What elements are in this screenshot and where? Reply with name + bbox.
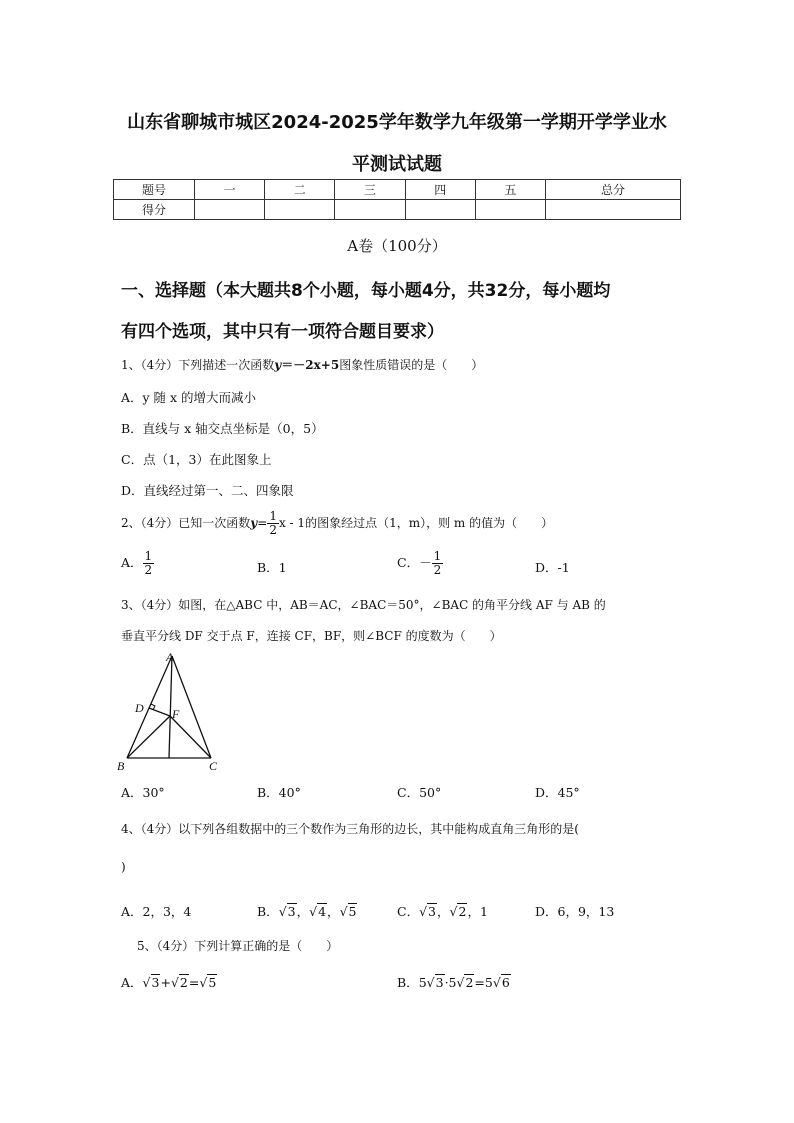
fraction-numerator: 1 xyxy=(269,509,277,523)
radicand: 4 xyxy=(318,904,327,919)
page-title-line1: 山东省聊城市城区2024-2025学年数学九年级第一学期开学学业水 xyxy=(127,112,667,133)
score-input-cell[interactable] xyxy=(265,200,335,220)
fraction-numerator: 1 xyxy=(433,549,442,563)
side-ab xyxy=(127,656,172,758)
q1-option-a: A．y 随 x 的增大而减小 xyxy=(121,390,257,405)
q2-lead: 2、（4分）已知一次函数 xyxy=(121,516,251,530)
table-cell: 总分 xyxy=(546,180,681,200)
q4-option-a: A．2，3，4 xyxy=(121,904,192,919)
perp-bisector-df xyxy=(149,708,170,716)
triangle-figure xyxy=(115,648,227,772)
q4-option-b: B．√3，√4，√5 xyxy=(257,904,357,919)
q2-option-d: D．-1 xyxy=(535,560,570,575)
q2-option-b: B．1 xyxy=(257,560,287,575)
q1-option-c: C．点（1，3）在此图象上 xyxy=(121,452,272,467)
fraction-denominator: 2 xyxy=(144,563,153,577)
operator: =5 xyxy=(474,975,493,990)
segment-cf xyxy=(170,716,211,758)
operator: = xyxy=(188,975,200,990)
separator: ， xyxy=(437,904,450,919)
operator: · xyxy=(444,975,449,990)
question-3-line1: 3、（4分）如图，在△ABC 中，AB＝AC，∠BAC＝50°，∠BAC 的角平分线 AF 与 AB 的 xyxy=(121,598,606,612)
q1-formula: ＝－2x+5 xyxy=(281,358,340,372)
q1-lead: 1、（4分）下列描述一次函数 xyxy=(121,358,275,372)
q2-option-a-fraction xyxy=(143,550,155,577)
table-cell: 三 xyxy=(335,180,405,200)
q4-option-d: D．6，9，13 xyxy=(535,904,615,919)
question-2 xyxy=(121,510,553,537)
fraction-denominator: 2 xyxy=(433,563,442,577)
option-label: A． xyxy=(121,555,143,570)
coefficient: 5 xyxy=(448,975,457,990)
table-cell: 五 xyxy=(475,180,545,200)
q2-after-frac: x - 1 xyxy=(278,516,306,530)
table-cell: 得分 xyxy=(114,200,195,220)
radicand: 2 xyxy=(465,975,474,990)
q3-option-c: C．50° xyxy=(397,785,442,800)
q2-option-a xyxy=(121,550,154,577)
q2-var-y: y xyxy=(250,516,258,530)
q2-fraction xyxy=(267,510,279,537)
radicand: 3 xyxy=(151,975,160,990)
separator: ， xyxy=(296,904,310,919)
option-label: C．－ xyxy=(397,555,432,570)
score-input-cell[interactable] xyxy=(405,200,475,220)
radicand: 3 xyxy=(428,904,436,919)
q5-option-b: B．5√3·5√2=5√6 xyxy=(397,975,510,990)
q2-eq: = xyxy=(257,516,268,530)
radicand: 5 xyxy=(208,975,217,990)
label-b: B xyxy=(117,759,125,772)
section-heading-line1: 一、选择题（本大题共8个小题，每小题4分，共32分，每小题均 xyxy=(121,281,611,301)
option-label: A． xyxy=(121,975,143,990)
coefficient: 5 xyxy=(418,975,427,990)
radicand: 6 xyxy=(501,975,510,990)
question-4-line2: ) xyxy=(121,860,126,874)
question-4-line1: 4、（4分）以下列各组数据中的三个数作为三角形的边长，其中能构成直角三角形的是( xyxy=(121,822,579,836)
radicand: 2 xyxy=(179,975,188,990)
score-input-cell[interactable] xyxy=(475,200,545,220)
q1-option-b: B．直线与 x 轴交点坐标是（0，5） xyxy=(121,421,324,436)
score-input-cell[interactable] xyxy=(195,200,265,220)
radicand: 3 xyxy=(435,975,444,990)
separator: ， xyxy=(327,904,340,919)
label-a: A xyxy=(166,650,174,664)
q2-option-c xyxy=(397,550,443,577)
question-5: 5、（4分）下列计算正确的是（ ） xyxy=(137,939,339,953)
q3-option-d: D．45° xyxy=(535,785,580,800)
radicand: 5 xyxy=(348,904,357,919)
section-heading-line2: 有四个选项，其中只有一项符合题目要求） xyxy=(121,322,444,342)
separator: ， xyxy=(467,904,480,919)
label-c: C xyxy=(209,759,218,772)
q1-var-y: y xyxy=(274,358,282,372)
q1-tail: 图象性质错误的是（ ） xyxy=(339,358,484,372)
q5-option-a: A．√3+√2=√5 xyxy=(121,975,217,990)
q3-option-a: A．30° xyxy=(121,785,165,800)
table-cell: 一 xyxy=(195,180,265,200)
operator: + xyxy=(160,975,171,990)
score-input-cell[interactable] xyxy=(546,200,681,220)
radicand: 2 xyxy=(458,904,467,919)
option-label: C． xyxy=(397,904,420,919)
q4-option-c: C．√3，√2，1 xyxy=(397,904,488,919)
fraction-numerator: 1 xyxy=(144,549,153,563)
table-cell: 题号 xyxy=(114,180,195,200)
table-cell: 二 xyxy=(265,180,335,200)
radicand: 3 xyxy=(287,904,296,919)
option-label: B． xyxy=(397,975,419,990)
segment-bf xyxy=(127,716,170,758)
q3-option-b: B．40° xyxy=(257,785,301,800)
label-f: F xyxy=(172,707,180,721)
score-table-header-row xyxy=(114,180,681,200)
q2-tail: 的图象经过点（1，m），则 m 的值为（ ） xyxy=(305,516,554,530)
value: 1 xyxy=(479,904,488,919)
question-1 xyxy=(121,356,483,373)
score-input-cell[interactable] xyxy=(335,200,405,220)
volume-a-heading: A卷（100分） xyxy=(347,237,447,255)
option-label: B． xyxy=(257,904,279,919)
question-3-line2: 垂直平分线 DF 交于点 F，连接 CF，BF，则∠BCF 的度数为（ ） xyxy=(121,629,502,643)
label-d: D xyxy=(135,701,144,715)
q1-option-d: D．直线经过第一、二、四象限 xyxy=(121,483,294,498)
score-table xyxy=(113,179,681,220)
fraction-denominator: 2 xyxy=(269,523,277,537)
q2-option-c-fraction xyxy=(432,550,444,577)
score-table-score-row xyxy=(114,200,681,220)
page-title-line2: 平测试试题 xyxy=(352,154,442,175)
table-cell: 四 xyxy=(405,180,475,200)
